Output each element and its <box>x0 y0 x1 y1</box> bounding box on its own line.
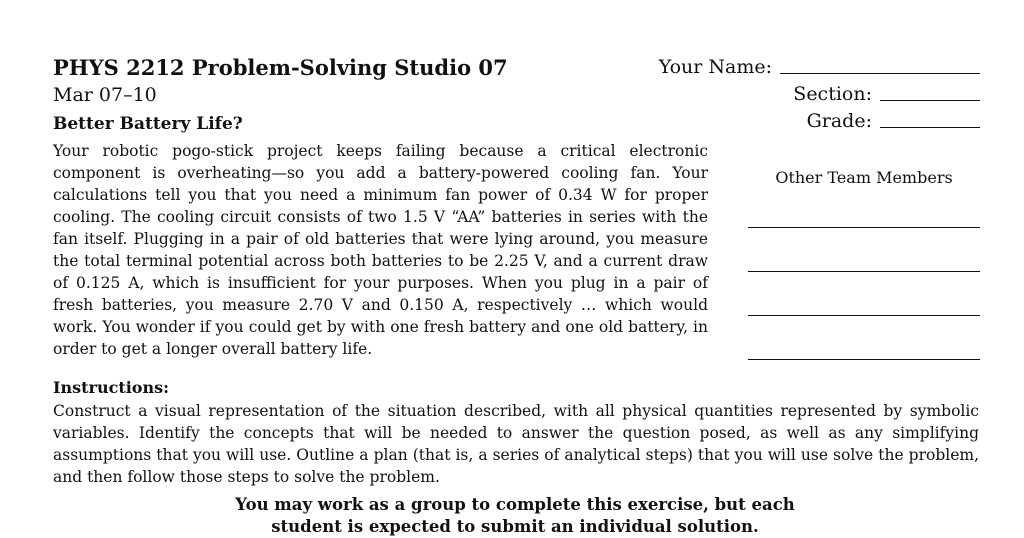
group-work-note: You may work as a group to complete this exercise, but each student is expected to submit an individual solution. <box>235 495 795 536</box>
grade-blank-line <box>880 127 980 128</box>
problem-statement: Your robotic pogo-stick project keeps failing because a critical electronic component is overheating—so you add a battery-powered cooling fan. Your calculations tell you that you need a minimum fan power of 0.34 W for proper cooling. The cooling circuit consists of two 1.5 V “AA” batteries in series with the fan itself. Plugging in a pair of old batteries that were lying around, you measure the total terminal potential across both batteries to be 2.25 V, and a current draw of 0.125 A, which is insufficient for your purposes. When you plug in a pair of fresh batteries, you measure 2.70 V and 0.150 A, respectively … which would work. You wonder if you could get by with one fresh battery and one old battery, in order to get a longer overall battery life. <box>53 142 708 358</box>
course-title: PHYS 2212 Problem-Solving Studio 07 <box>53 55 508 80</box>
session-date: Mar 07–10 <box>53 84 157 106</box>
name-label: Your Name: <box>658 56 772 78</box>
problem-title: Better Battery Life? <box>53 114 243 134</box>
instructions-text: Construct a visual representation of the situation described, with all physical quantities represented by symbolic variables. Identify the concepts that will be needed to answer the question posed, as well as any simplifying assumptions that you will use. Outline a plan (that is, a series of analytical steps) that you will use solve the problem, and then follow those steps to solve the problem. <box>53 402 979 486</box>
team-member-line-1[interactable] <box>748 227 980 228</box>
team-member-line-4[interactable] <box>748 359 980 360</box>
name-field[interactable] <box>659 56 980 78</box>
section-label: Section: <box>793 83 872 105</box>
name-blank-line[interactable] <box>780 73 980 74</box>
section-field[interactable] <box>793 83 980 105</box>
team-member-line-3[interactable] <box>748 315 980 316</box>
team-members-heading: Other Team Members <box>775 168 953 187</box>
grade-field <box>807 110 980 132</box>
team-member-line-2[interactable] <box>748 271 980 272</box>
instructions-heading: Instructions: <box>53 378 170 397</box>
grade-label: Grade: <box>806 110 872 132</box>
section-blank-line[interactable] <box>880 100 980 101</box>
